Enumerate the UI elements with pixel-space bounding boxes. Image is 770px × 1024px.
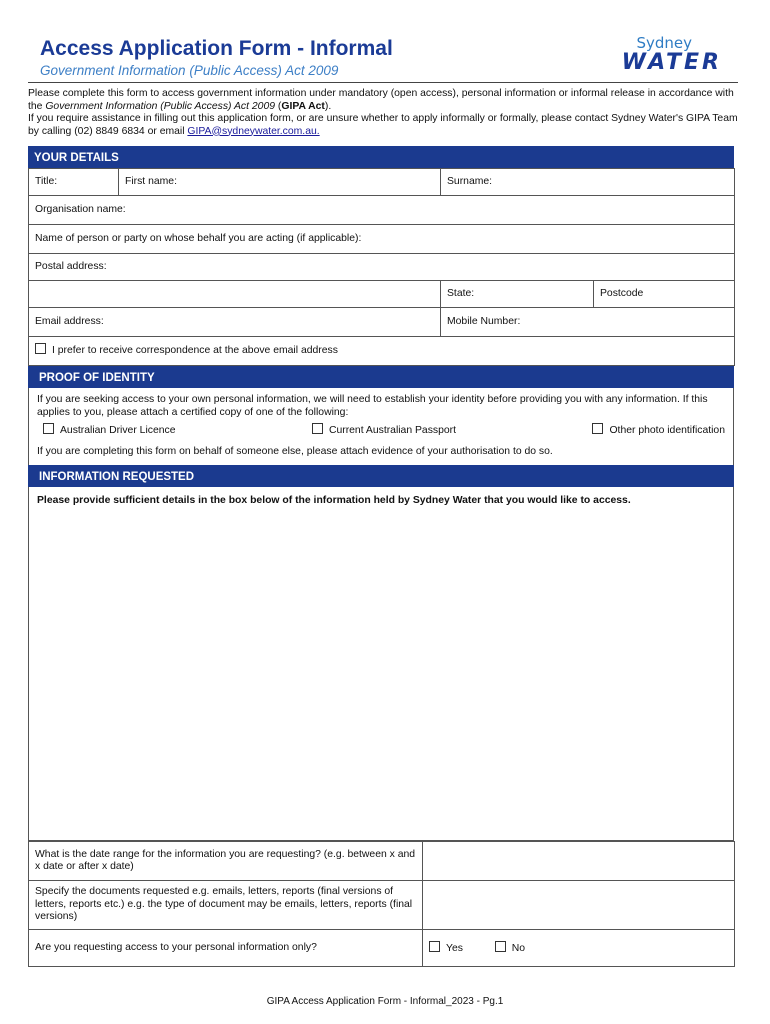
id-option-licence [43, 423, 176, 436]
passport-label: Current Australian Passport [328, 425, 457, 436]
personal-info-question: Are you requesting access to your personal information only? [29, 930, 423, 967]
postal-address-field[interactable]: Postal address: [29, 254, 735, 281]
info-details-box[interactable] [28, 487, 734, 841]
documents-input[interactable] [423, 881, 735, 930]
intro-p1c: ). [324, 100, 332, 112]
id-option-passport [312, 423, 456, 436]
date-range-question: What is the date range for the information you are requesting? (e.g. between x and x date or after x date) [29, 842, 423, 881]
prefer-email-checkbox[interactable] [35, 343, 46, 354]
intro-p2a: If you require assistance in filling out this application form, or are unsure whether to apply informally or formally, please contact Sydney Water's GIPA Team by calling (02) 8849 6834 or email [28, 113, 738, 137]
mobile-field[interactable]: Mobile Number: [441, 308, 735, 337]
logo-top-text: Sydney [636, 34, 692, 52]
your-details-heading: YOUR DETAILS [28, 146, 734, 168]
state-field[interactable]: State: [441, 281, 594, 308]
licence-label: Australian Driver Licence [60, 425, 176, 436]
date-range-input[interactable] [423, 842, 735, 881]
passport-checkbox[interactable] [312, 423, 323, 434]
intro-p1b: ( [275, 100, 282, 112]
intro-p1a: Please complete this form to access government information under mandatory (open access), personal information or informal release in accordance with the [28, 88, 734, 112]
organisation-field[interactable]: Organisation name: [29, 196, 735, 225]
behalf-field[interactable]: Name of person or party on whose behalf you are acting (if applicable): [29, 225, 735, 254]
email-field[interactable]: Email address: [29, 308, 441, 337]
prefer-email-label: I prefer to receive correspondence at the above email address [52, 345, 338, 356]
title-field[interactable]: Title: [29, 169, 119, 196]
personal-info-answer [423, 930, 735, 967]
yes-checkbox[interactable] [429, 941, 440, 952]
other-id-label: Other photo identification [609, 425, 725, 436]
postcode-field[interactable]: Postcode [594, 281, 735, 308]
info-heading: INFORMATION REQUESTED [28, 465, 734, 487]
prefer-email-row [29, 337, 735, 366]
first-name-field[interactable]: First name: [119, 169, 441, 196]
behalf-evidence-text: If you are completing this form on behalf of someone else, please attach evidence of your authorisation to do so. [37, 446, 553, 457]
your-details-table [28, 168, 735, 366]
other-id-checkbox[interactable] [592, 423, 603, 434]
gipa-email-link[interactable]: GIPA@sydneywater.com.au. [187, 125, 320, 137]
intro-abbr: GIPA Act [281, 100, 325, 112]
logo-main-text: WATER [621, 50, 722, 75]
proof-text: If you are seeking access to your own personal information, we will need to establish your identity before providing you with any information. If this applies to you, please attach a certified copy of one of the following: [37, 394, 708, 418]
application-form [28, 146, 734, 967]
postal-address-line2[interactable] [29, 281, 441, 308]
page-title: Access Application Form - Informal [40, 37, 393, 60]
header-divider [28, 82, 738, 83]
info-instruction: Please provide sufficient details in the box below of the information held by Sydney Water that you would like to access. [37, 495, 631, 506]
sydney-water-logo [612, 34, 722, 78]
info-questions-table [28, 841, 735, 967]
documents-question: Specify the documents requested e.g. emails, letters, reports (final versions of letters, reports etc.) e.g. the type of document may be emails, letters, reports (final versions) [29, 881, 423, 930]
licence-checkbox[interactable] [43, 423, 54, 434]
page-footer: GIPA Access Application Form - Informal_2023 - Pg.1 [266, 996, 504, 1007]
surname-field[interactable]: Surname: [441, 169, 735, 196]
intro-act: Government Information (Public Access) Act 2009 [45, 100, 275, 112]
yes-label: Yes [446, 942, 463, 954]
page-subtitle: Government Information (Public Access) Act 2009 [40, 63, 339, 78]
no-label: No [511, 942, 526, 954]
proof-section [28, 388, 734, 465]
id-option-other [592, 423, 725, 436]
id-options [37, 419, 725, 440]
proof-heading: PROOF OF IDENTITY [28, 366, 734, 388]
no-checkbox[interactable] [495, 941, 506, 952]
intro-text [28, 88, 740, 138]
